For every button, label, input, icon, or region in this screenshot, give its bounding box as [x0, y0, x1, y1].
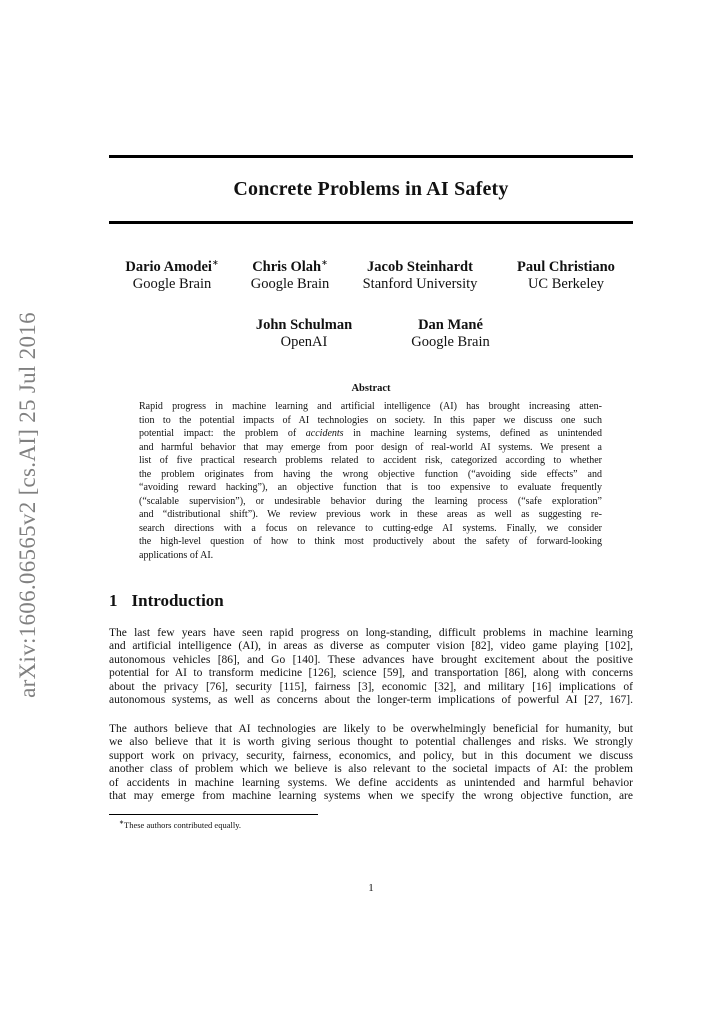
arxiv-identifier: arXiv:1606.06565v2 [cs.AI] 25 Jul 2016 [15, 312, 40, 698]
title-rule-top [109, 155, 633, 158]
author-block [243, 312, 365, 351]
author-name: Chris Olah∗ [252, 258, 328, 275]
footnote-mark: ∗ [119, 820, 125, 826]
author-affiliation: Google Brain [132, 275, 212, 292]
paragraph-line: The last few years have seen rapid progress on long-standing, difficult problems in machine learning [109, 627, 633, 639]
author-affiliation: Google Brain [411, 333, 490, 350]
paragraph-line: about the privacy [76], security [115], fairness [3], economic [32], and military [16] implications of [109, 680, 633, 693]
title-rule-bottom [109, 221, 633, 224]
abstract-line: applications of AI. [139, 549, 214, 561]
footnote [119, 819, 241, 830]
abstract-line: (“scalable supervision”), or undesirable behavior during the learning process (“safe exploration” [139, 495, 602, 507]
section-number: 1 [109, 591, 118, 610]
arxiv-sidebar-stamp [8, 312, 48, 698]
abstract-line: the high-level question of how to think most productively about the safety of forward-looking [139, 536, 602, 547]
abstract-line: potential impact: the problem of accidents in machine learning systems, defined as unintended [139, 428, 602, 439]
section-title: Introduction [131, 591, 224, 610]
page-number: 1 [368, 882, 374, 894]
body-paragraph [109, 723, 633, 803]
author-name: Dan Mané [418, 316, 483, 333]
paragraph-line: that may emerge from machine learning systems when we specify the wrong objective function, are [109, 790, 633, 803]
author-affiliation: UC Berkeley [527, 275, 605, 292]
paragraph-line: autonomous systems, as well as concerns about the longer-term implications of powerful AI [27, 167]. [109, 694, 633, 707]
abstract-line: the problem originates from having the wrong objective function (“avoiding side effects” and [139, 468, 602, 480]
paragraph-line: The authors believe that AI technologies are likely to be overwhelmingly beneficial for humanity, but [109, 723, 633, 735]
abstract-line: and harmful behavior that may emerge from poor design of real-world AI systems. We present a [139, 441, 602, 453]
paragraph-line: we also believe that it is worth giving serious thought to potential challenges and risks. We strongly [109, 736, 633, 749]
paragraph-line: of accidents in machine learning systems. We define accidents as unintended and harmful behavior [109, 776, 633, 789]
author-name: John Schulman [255, 316, 353, 333]
author-name: Dario Amodei∗ [125, 258, 219, 275]
abstract-line: search directions with a focus on relevance to cutting-edge AI systems. Finally, we consider [139, 522, 602, 534]
footnote-text: These authors contributed equally. [124, 819, 242, 830]
paragraph-line: and artificial intelligence (AI), in areas as diverse as computer vision [82], video game playing [102], [109, 640, 633, 653]
abstract-line: “avoiding reward hacking”), an objective function that is too expensive to evaluate frequently [139, 482, 602, 493]
author-affiliation: Google Brain [250, 275, 330, 292]
author-affiliation: OpenAI [280, 333, 328, 350]
paragraph-line: potential for AI to transform medicine [126], science [59], and transportation [86], along with concerns [109, 667, 633, 680]
author-block [352, 254, 488, 293]
abstract-line: and “distributional shift”). We review previous work in these areas as well as suggesting re- [139, 509, 602, 520]
abstract-body [139, 400, 602, 562]
body-paragraph [109, 627, 633, 707]
paper-title: Concrete Problems in AI Safety [233, 178, 509, 200]
paragraph-line: another class of problem which we believe is also relevant to the societal impacts of AI: the problem [109, 763, 633, 776]
author-name: Paul Christiano [517, 258, 615, 275]
author-name: Jacob Steinhardt [367, 258, 473, 275]
footnote-rule [109, 814, 318, 815]
paragraph-line: autonomous vehicles [86], and Go [140]. These advances have brought excitement about the positive [109, 653, 633, 666]
abstract-line: list of five practical research problems related to accident risk, categorized according to whether [139, 455, 602, 466]
author-block [112, 254, 232, 293]
abstract-heading: Abstract [351, 383, 391, 394]
author-affiliation: Stanford University [362, 275, 478, 292]
author-block [237, 254, 343, 293]
abstract-line: tion to the potential impacts of AI technologies on society. In this paper we discuss one such [139, 414, 602, 426]
author-block [399, 312, 502, 351]
abstract-line: Rapid progress in machine learning and artificial intelligence (AI) has brought increasing atten- [139, 401, 602, 412]
section-heading [109, 591, 224, 611]
paragraph-line: support work on privacy, security, fairness, economics, and policy, but in this document we discuss [109, 749, 633, 762]
author-block [502, 254, 630, 293]
